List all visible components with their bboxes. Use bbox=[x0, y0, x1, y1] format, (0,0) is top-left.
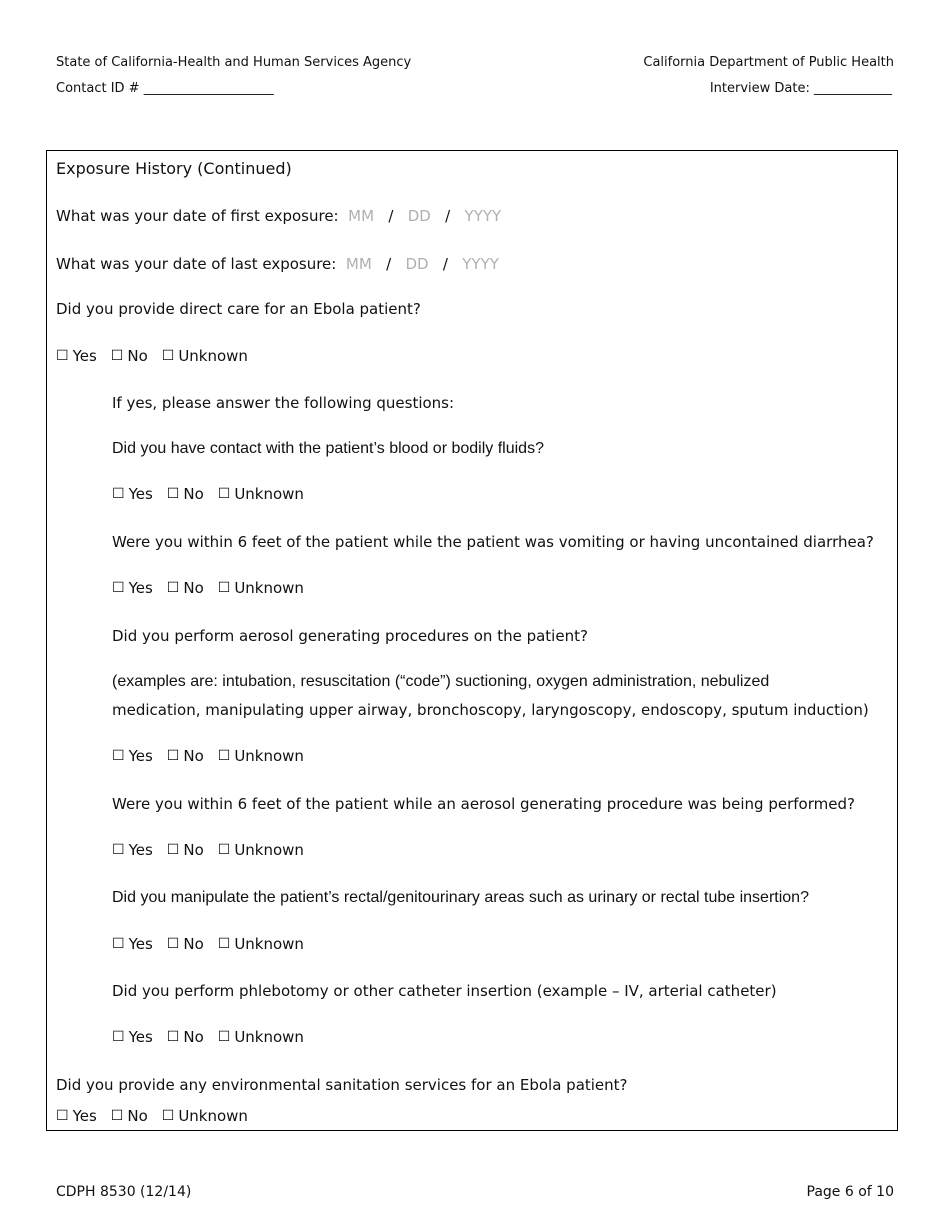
checkbox-icon[interactable]: ☐ bbox=[166, 1029, 180, 1045]
aerosol-procedures-question: Did you perform aerosol generating procedures on the patient? bbox=[112, 627, 588, 645]
option-label: Unknown bbox=[234, 747, 304, 765]
date-separator: / bbox=[386, 255, 392, 273]
checkbox-icon[interactable]: ☐ bbox=[112, 580, 125, 596]
blood-fluids-question: Did you have contact with the patient’s blood or bodily fluids? bbox=[112, 440, 544, 457]
date-separator: / bbox=[388, 207, 394, 225]
checkbox-icon[interactable]: ☐ bbox=[166, 748, 180, 764]
yes-option[interactable] bbox=[112, 935, 153, 953]
option-label: Unknown bbox=[234, 579, 304, 597]
environmental-sanitation-question: Did you provide any environmental sanitation services for an Ebola patient? bbox=[56, 1076, 628, 1094]
date-separator: / bbox=[445, 207, 451, 225]
checkbox-icon[interactable]: ☐ bbox=[161, 1108, 175, 1124]
rectal-genitourinary-question: Did you manipulate the patient’s rectal/genitourinary areas such as urinary or rectal tube insertion? bbox=[112, 889, 809, 906]
form-id: CDPH 8530 (12/14) bbox=[56, 1184, 192, 1200]
aerosol-examples-line2: medication, manipulating upper airway, bronchoscopy, laryngoscopy, endoscopy, sputum induction) bbox=[112, 701, 869, 719]
checkbox-icon[interactable]: ☐ bbox=[112, 936, 125, 952]
option-label: No bbox=[183, 1028, 204, 1046]
unknown-option[interactable] bbox=[218, 579, 304, 597]
no-option[interactable] bbox=[167, 1028, 204, 1046]
option-label: Unknown bbox=[178, 1107, 248, 1125]
checkbox-icon[interactable]: ☐ bbox=[56, 348, 69, 364]
aerosol-examples-line1: (examples are: intubation, resuscitation (“code”) suctioning, oxygen administration, nebulized bbox=[112, 673, 770, 690]
first-exposure-row bbox=[56, 207, 501, 225]
phlebotomy-options bbox=[112, 1028, 304, 1046]
rectal-genitourinary-options bbox=[112, 935, 304, 953]
yes-option[interactable] bbox=[56, 1107, 97, 1125]
checkbox-icon[interactable]: ☐ bbox=[217, 748, 231, 764]
checkbox-icon[interactable]: ☐ bbox=[166, 580, 180, 596]
yes-option[interactable] bbox=[112, 579, 153, 597]
aerosol-proximity-options bbox=[112, 841, 304, 859]
option-label: Unknown bbox=[178, 347, 248, 365]
option-label: No bbox=[183, 841, 204, 859]
if-yes-instruction: If yes, please answer the following questions: bbox=[112, 394, 455, 412]
date-separator: / bbox=[442, 255, 448, 273]
checkbox-icon[interactable]: ☐ bbox=[217, 1029, 231, 1045]
option-label: Yes bbox=[128, 747, 153, 765]
page-number: Page 6 of 10 bbox=[806, 1184, 894, 1200]
option-label: No bbox=[183, 579, 204, 597]
checkbox-icon[interactable]: ☐ bbox=[217, 842, 231, 858]
option-label: Unknown bbox=[234, 1028, 304, 1046]
last-exposure-row bbox=[56, 255, 499, 273]
checkbox-icon[interactable]: ☐ bbox=[110, 348, 124, 364]
aerosol-procedures-options bbox=[112, 747, 304, 765]
unknown-option[interactable] bbox=[162, 347, 248, 365]
checkbox-icon[interactable]: ☐ bbox=[166, 842, 180, 858]
option-label: Yes bbox=[128, 1028, 153, 1046]
last-exposure-day-input[interactable]: DD bbox=[405, 255, 429, 273]
option-label: Yes bbox=[128, 841, 153, 859]
option-label: No bbox=[183, 935, 204, 953]
yes-option[interactable] bbox=[112, 1028, 153, 1046]
phlebotomy-question: Did you perform phlebotomy or other catheter insertion (example – IV, arterial catheter) bbox=[112, 982, 777, 1000]
environmental-sanitation-options bbox=[56, 1107, 248, 1125]
last-exposure-month-input[interactable]: MM bbox=[345, 255, 372, 273]
unknown-option[interactable] bbox=[218, 485, 304, 503]
checkbox-icon[interactable]: ☐ bbox=[161, 348, 175, 364]
yes-option[interactable] bbox=[112, 747, 153, 765]
checkbox-icon[interactable]: ☐ bbox=[56, 1108, 69, 1124]
unknown-option[interactable] bbox=[218, 1028, 304, 1046]
first-exposure-label: What was your date of first exposure: bbox=[56, 207, 339, 225]
option-label: No bbox=[127, 1107, 148, 1125]
option-label: Unknown bbox=[234, 485, 304, 503]
yes-option[interactable] bbox=[112, 841, 153, 859]
checkbox-icon[interactable]: ☐ bbox=[217, 580, 231, 596]
checkbox-icon[interactable]: ☐ bbox=[112, 486, 125, 502]
unknown-option[interactable] bbox=[162, 1107, 248, 1125]
aerosol-proximity-question: Were you within 6 feet of the patient while an aerosol generating procedure was being performed? bbox=[112, 795, 855, 813]
unknown-option[interactable] bbox=[218, 935, 304, 953]
no-option[interactable] bbox=[167, 579, 204, 597]
no-option[interactable] bbox=[167, 841, 204, 859]
vomiting-proximity-options bbox=[112, 579, 304, 597]
option-label: Unknown bbox=[234, 935, 304, 953]
no-option[interactable] bbox=[167, 485, 204, 503]
agency-name: State of California-Health and Human Services Agency bbox=[56, 55, 412, 70]
no-option[interactable] bbox=[111, 1107, 148, 1125]
unknown-option[interactable] bbox=[218, 841, 304, 859]
option-label: No bbox=[183, 747, 204, 765]
checkbox-icon[interactable]: ☐ bbox=[217, 486, 231, 502]
last-exposure-year-input[interactable]: YYYY bbox=[462, 255, 499, 273]
blood-fluids-options bbox=[112, 485, 304, 503]
contact-id-field[interactable]: Contact ID # ____________________ bbox=[56, 81, 274, 96]
checkbox-icon[interactable]: ☐ bbox=[110, 1108, 124, 1124]
checkbox-icon[interactable]: ☐ bbox=[166, 936, 180, 952]
option-label: Yes bbox=[128, 579, 153, 597]
no-option[interactable] bbox=[167, 935, 204, 953]
last-exposure-label: What was your date of last exposure: bbox=[56, 255, 337, 273]
section-title: Exposure History (Continued) bbox=[56, 159, 292, 178]
no-option[interactable] bbox=[111, 347, 148, 365]
checkbox-icon[interactable]: ☐ bbox=[217, 936, 231, 952]
first-exposure-year-input[interactable]: YYYY bbox=[464, 207, 502, 225]
checkbox-icon[interactable]: ☐ bbox=[166, 486, 180, 502]
option-label: Yes bbox=[128, 485, 153, 503]
direct-care-options bbox=[56, 347, 248, 365]
no-option[interactable] bbox=[167, 747, 204, 765]
department-name: California Department of Public Health bbox=[643, 55, 894, 70]
option-label: Yes bbox=[72, 347, 97, 365]
yes-option[interactable] bbox=[56, 347, 97, 365]
yes-option[interactable] bbox=[112, 485, 153, 503]
checkbox-icon[interactable]: ☐ bbox=[112, 842, 125, 858]
first-exposure-day-input[interactable]: DD bbox=[407, 207, 431, 225]
first-exposure-month-input[interactable]: MM bbox=[348, 207, 375, 225]
option-label: Yes bbox=[72, 1107, 97, 1125]
option-label: No bbox=[127, 347, 148, 365]
checkbox-icon[interactable]: ☐ bbox=[112, 748, 125, 764]
option-label: Yes bbox=[128, 935, 153, 953]
unknown-option[interactable] bbox=[218, 747, 304, 765]
checkbox-icon[interactable]: ☐ bbox=[112, 1029, 125, 1045]
option-label: No bbox=[183, 485, 204, 503]
vomiting-proximity-question: Were you within 6 feet of the patient while the patient was vomiting or having uncontained diarrhea? bbox=[112, 533, 874, 551]
direct-care-question: Did you provide direct care for an Ebola patient? bbox=[56, 300, 421, 318]
option-label: Unknown bbox=[234, 841, 304, 859]
interview-date-field[interactable]: Interview Date: ____________ bbox=[709, 81, 892, 96]
